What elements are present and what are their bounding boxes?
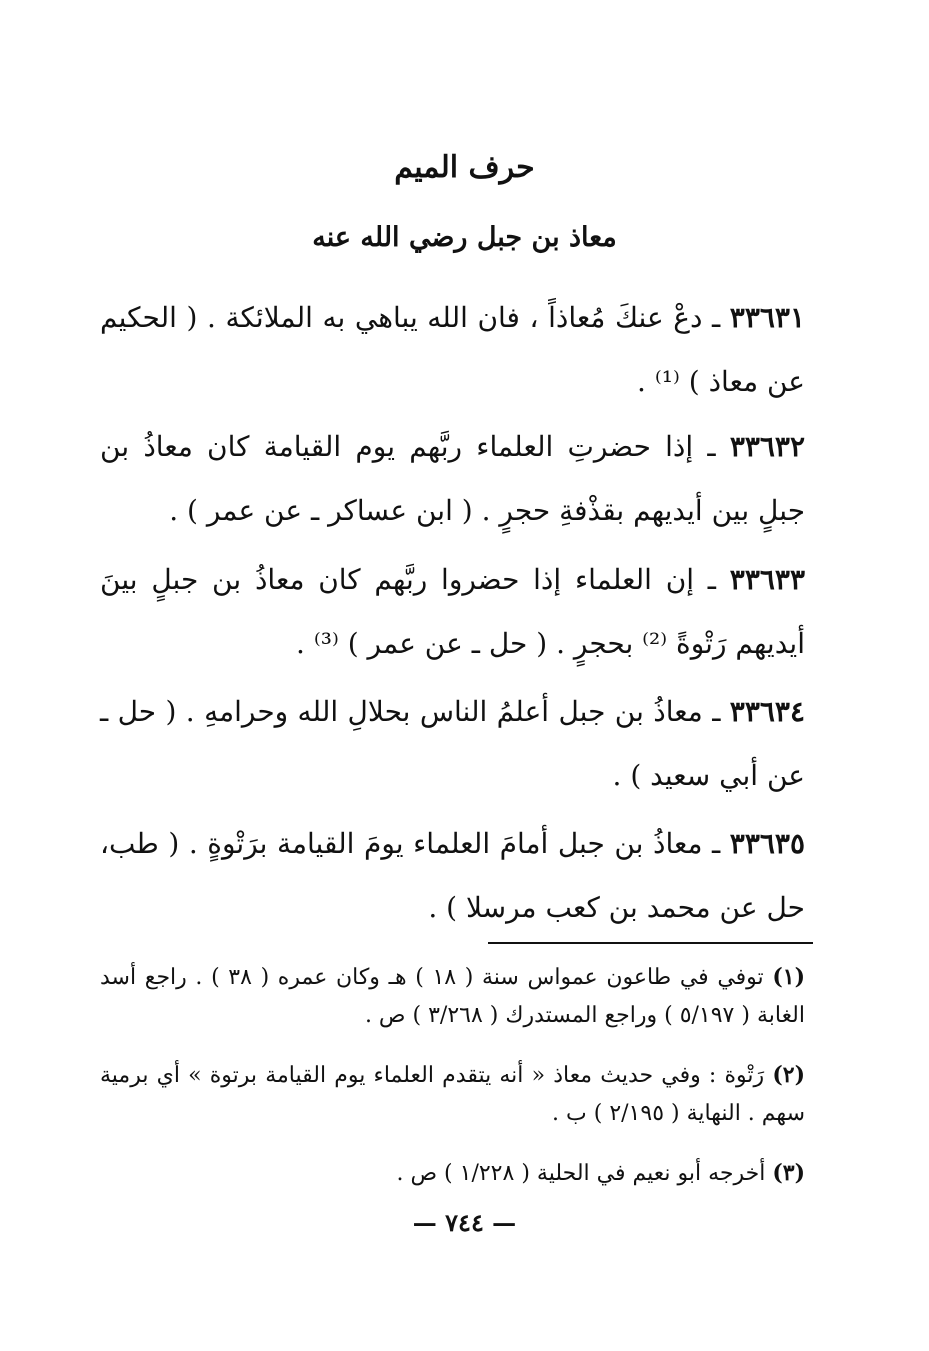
footnote-marker: (٢)	[772, 1062, 805, 1088]
hadith-entry	[100, 415, 805, 543]
hadith-text: ـ إن العلماء إذا حضروا ربَّهم كان معاذُ بن جبلٍ بينَ أيديهم رَتْوةً ⁽²⁾ بحجرٍ . ( حل ـ عن عمر ) ⁽³⁾ .	[100, 563, 805, 660]
footnote-text: أخرجه أبو نعيم في الحلية ( ١/٢٢٨ ) ص .	[396, 1161, 766, 1186]
hadith-text: ـ دعْ عنكَ مُعاذاً ، فان الله يباهي به الملائكة . ( الحكيم عن معاذ ) ⁽¹⁾ .	[100, 301, 805, 398]
footnote-divider	[488, 942, 813, 944]
hadith-text: ـ معاذُ بن جبل أعلمُ الناس بحلالِ الله وحرامهِ . ( حل ـ عن أبي سعيد ) .	[100, 695, 805, 792]
hadith-entry	[100, 548, 805, 676]
footnote-text: رَتْوة : وفي حديث معاذ « أنه يتقدم العلماء يوم القيامة برتوة » أي برمية سهم . النهاية ( ٢/١٩٥ ) ب .	[100, 1063, 805, 1126]
hadith-entry	[100, 680, 805, 808]
footnote-text: توفي في طاعون عمواس سنة ( ١٨ ) هـ وكان عمره ( ٣٨ ) . راجع أسد الغابة ( ٥/١٩٧ ) وراجع المستدرك ( ٣/٢٦٨ ) ص .	[100, 965, 805, 1028]
hadith-text: ـ إذا حضرتِ العلماء ربَّهم يوم القيامة كان معاذُ بن جبلٍ بين أيديهم بقذْفةِ حجرٍ . ( ابن عساكر ـ عن عمر ) .	[100, 430, 805, 527]
hadith-number: ٣٣٦٣١	[729, 301, 805, 334]
footnote	[100, 1056, 805, 1133]
footnote-marker: (١)	[772, 964, 806, 990]
footnote	[100, 1154, 805, 1193]
hadith-entry	[100, 286, 805, 414]
page-number: — ٧٤٤ —	[412, 1208, 517, 1237]
footnote	[100, 958, 805, 1035]
footnote-marker: (٣)	[772, 1160, 805, 1186]
chapter-title: حرف الميم	[394, 150, 535, 185]
hadith-text: ـ معاذُ بن جبل أمامَ العلماء يومَ القيامة برَتْوةٍ . ( طب، حل عن محمد بن كعب مرسلا ) .	[100, 827, 805, 924]
hadith-number: ٣٣٦٣٥	[729, 827, 805, 860]
hadith-entry	[100, 812, 805, 940]
section-title: معاذ بن جبل رضي الله عنه	[312, 222, 617, 253]
hadith-number: ٣٣٦٣٣	[729, 563, 805, 596]
hadith-number: ٣٣٦٣٢	[729, 430, 806, 463]
hadith-number: ٣٣٦٣٤	[729, 695, 805, 728]
